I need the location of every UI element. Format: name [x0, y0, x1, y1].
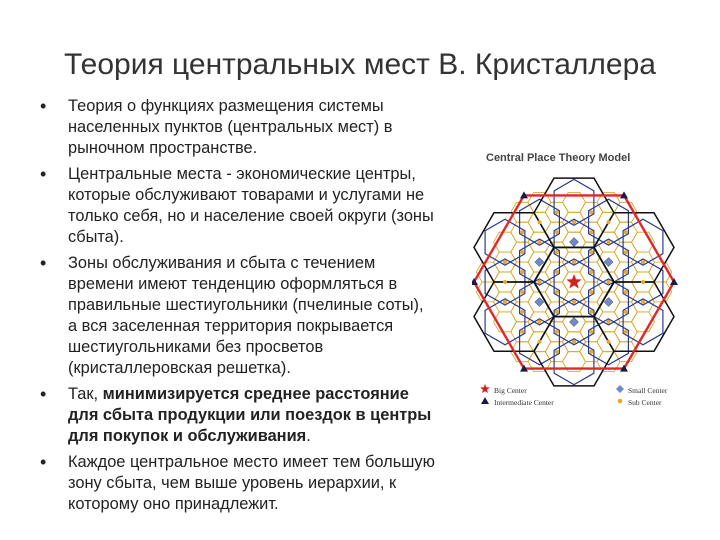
sub-center-dot	[520, 290, 524, 294]
bullet-dot: •	[40, 253, 47, 273]
sub-center-dot	[555, 330, 559, 334]
small-center-diamond	[604, 258, 613, 267]
central-place-figure	[472, 148, 704, 416]
sub-center-dot	[624, 270, 628, 274]
sub-center-dot	[607, 280, 611, 284]
legend-sub: Sub Center	[628, 398, 662, 407]
bullet-item	[36, 452, 436, 515]
small-center-diamond	[570, 238, 579, 247]
bullet-item	[36, 96, 436, 159]
bullet-text-bold: минимизируется среднее расстояние для сбыта продукции или поездок в центры для покупок и обслуживания	[68, 385, 432, 445]
sub-center-dot	[538, 220, 542, 224]
sub-center-dot	[520, 330, 524, 334]
figure-title: Central Place Theory Model	[486, 152, 631, 164]
legend-big: Big Center	[494, 386, 527, 395]
sub-center-dot	[589, 310, 593, 314]
small-center-diamond	[570, 318, 579, 327]
sub-center-dot	[555, 310, 559, 314]
legend-intermediate: Intermediate Center	[494, 398, 554, 407]
sub-center-dot	[555, 350, 559, 354]
sub-center-dot	[503, 280, 507, 284]
sub-center-dot	[607, 340, 611, 344]
legend-small-diamond-icon	[616, 385, 624, 393]
sub-center-dot	[555, 290, 559, 294]
bullet-text-post: .	[306, 427, 311, 445]
bullet-list	[36, 96, 436, 520]
slide-title: Теория центральных мест В. Кристаллера	[64, 48, 656, 81]
bullet-text: Зоны обслуживания и сбыта с течением времени имеют тенденцию оформляться в правильные шестиугольники (пчелиные соты), а вся заселенная территория покрывается шестиугольниками без просветов (кристаллеровская решетка).	[68, 254, 424, 377]
sub-center-dot	[607, 320, 611, 324]
sub-center-dot	[572, 220, 576, 224]
bullet-item	[36, 384, 436, 447]
legend-intermediate-triangle-icon	[481, 397, 489, 404]
sub-center-dot	[572, 300, 576, 304]
small-center-diamond	[535, 258, 544, 267]
sub-center-dot	[589, 270, 593, 274]
sub-center-dot	[555, 270, 559, 274]
legend-small: Small Center	[628, 386, 668, 395]
bullet-text: Центральные места - экономические центры, которые обслуживают товарами и услугами не только себя, но и население своей округи (зоны сбыта).	[68, 165, 434, 246]
sub-center-dot	[624, 330, 628, 334]
sub-center-dot	[641, 260, 645, 264]
bullet-item	[36, 164, 436, 248]
bullet-text-pre: Так,	[68, 385, 103, 403]
sub-center-dot	[589, 330, 593, 334]
sub-center-dot	[624, 250, 628, 254]
bullet-text: Каждое центральное место имеет тем большую зону сбыта, чем выше уровень иерархии, к которому оно принадлежит.	[68, 453, 435, 513]
sub-center-dot	[624, 310, 628, 314]
sub-center-dot	[589, 230, 593, 234]
sub-center-dot	[641, 300, 645, 304]
sub-center-dot	[624, 290, 628, 294]
sub-center-dot	[520, 230, 524, 234]
central-place-diagram	[472, 148, 704, 416]
small-center-diamond	[535, 298, 544, 307]
sub-center-dot	[555, 230, 559, 234]
sub-center-dot	[589, 250, 593, 254]
sub-center-dot	[641, 280, 645, 284]
sub-center-dot	[607, 220, 611, 224]
bullet-dot: •	[40, 384, 47, 404]
sub-center-dot	[503, 260, 507, 264]
sub-center-dot	[538, 280, 542, 284]
sub-center-dot	[607, 240, 611, 244]
sub-center-dot	[555, 250, 559, 254]
bullet-dot: •	[40, 452, 47, 472]
sub-center-dot	[520, 310, 524, 314]
small-center-diamond	[604, 298, 613, 307]
bullet-dot: •	[40, 96, 47, 116]
sub-center-dot	[572, 260, 576, 264]
sub-center-dot	[520, 250, 524, 254]
sub-center-dot	[538, 240, 542, 244]
sub-center-dot	[624, 230, 628, 234]
sub-center-dot	[589, 210, 593, 214]
bullet-dot: •	[40, 164, 47, 184]
sub-center-dot	[520, 270, 524, 274]
sub-center-dot	[555, 210, 559, 214]
sub-center-dot	[538, 340, 542, 344]
big-center-star	[566, 274, 581, 289]
legend-sub-dot-icon	[618, 399, 623, 404]
sub-center-dot	[589, 290, 593, 294]
bullet-text: Теория о функциях размещения системы населенных пунктов (центральных мест) в рыночном пространстве.	[68, 97, 393, 157]
sub-center-dot	[572, 340, 576, 344]
legend-big-star-icon	[480, 384, 490, 393]
bullet-item	[36, 253, 436, 379]
sub-center-dot	[538, 320, 542, 324]
sub-center-dot	[503, 300, 507, 304]
sub-center-dot	[589, 350, 593, 354]
